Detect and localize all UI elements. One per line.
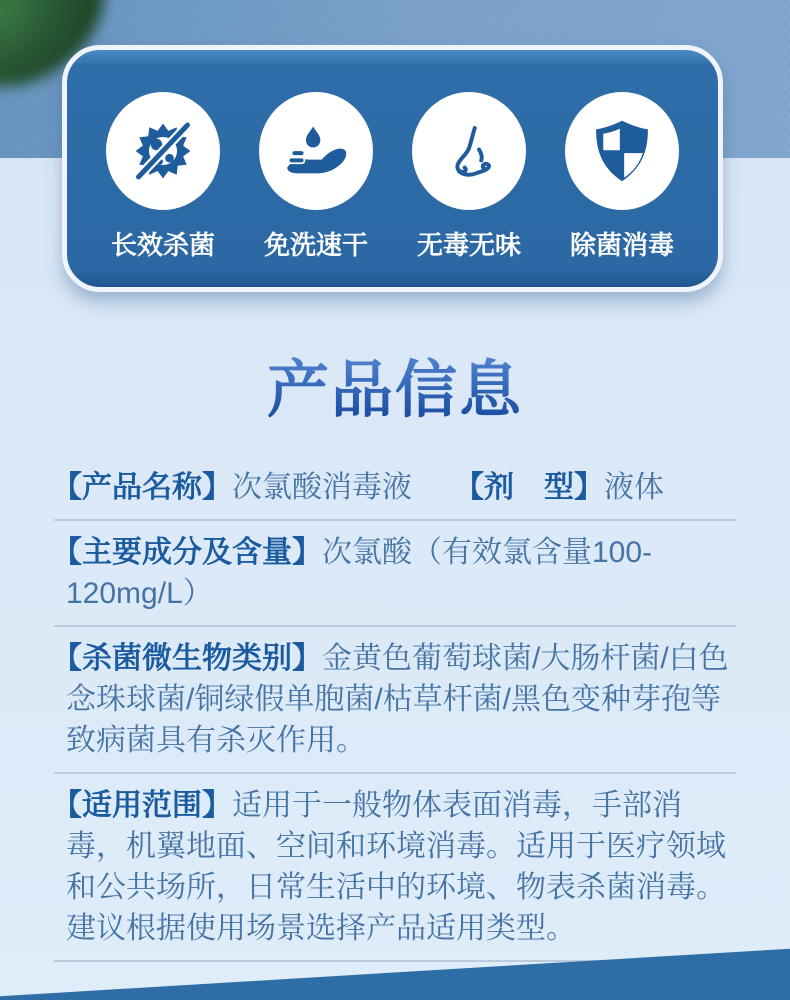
feature-label: 长效杀菌 xyxy=(110,230,215,260)
info-row-product-name xyxy=(52,456,738,519)
feature-label: 无毒无味 xyxy=(416,230,521,260)
info-value: 次氯酸消毒液 xyxy=(232,471,412,504)
info-row-ingredients xyxy=(52,521,738,625)
product-info-section xyxy=(52,456,738,962)
feature-item-long-lasting xyxy=(106,92,221,262)
info-value: 液体 xyxy=(604,471,664,504)
hand-droplet-icon xyxy=(259,92,373,210)
info-value: 金黄色葡萄球菌/大肠杆菌/白色念珠球菌/铜绿假单胞菌/枯草杆菌/黑色变种芽孢等致病菌具有杀灭作用。 xyxy=(66,642,729,757)
info-row-microbe-types xyxy=(52,627,738,772)
feature-label: 免洗速干 xyxy=(263,230,368,260)
info-value: 次氯酸（有效氯含量100-120mg/L） xyxy=(66,536,653,610)
shield-icon xyxy=(565,92,679,210)
info-label: 【主要成分及含量】 xyxy=(52,536,322,569)
feature-item-odorless xyxy=(412,92,527,262)
feature-label: 除菌消毒 xyxy=(569,230,674,260)
nose-icon xyxy=(412,92,526,210)
info-label: 【剂 型】 xyxy=(454,471,604,504)
germ-slash-icon xyxy=(106,92,220,210)
info-label: 【适用范围】 xyxy=(52,789,232,822)
feature-list xyxy=(67,50,718,262)
info-label: 【杀菌微生物类别】 xyxy=(52,642,322,675)
feature-item-rinse-free xyxy=(259,92,374,262)
feature-item-disinfect xyxy=(565,92,680,262)
info-row-scope xyxy=(52,774,738,960)
info-value: 适用于一般物体表面消毒，手部消毒，机翼地面、空间和环境消毒。适用于医疗领域和公共场所，日常生活中的环境、物表杀菌消毒。建议根据使用场景选择产品适用类型。 xyxy=(66,789,726,945)
feature-banner xyxy=(62,45,723,292)
info-label: 【产品名称】 xyxy=(52,471,232,504)
page-title: 产品信息 xyxy=(0,340,790,429)
